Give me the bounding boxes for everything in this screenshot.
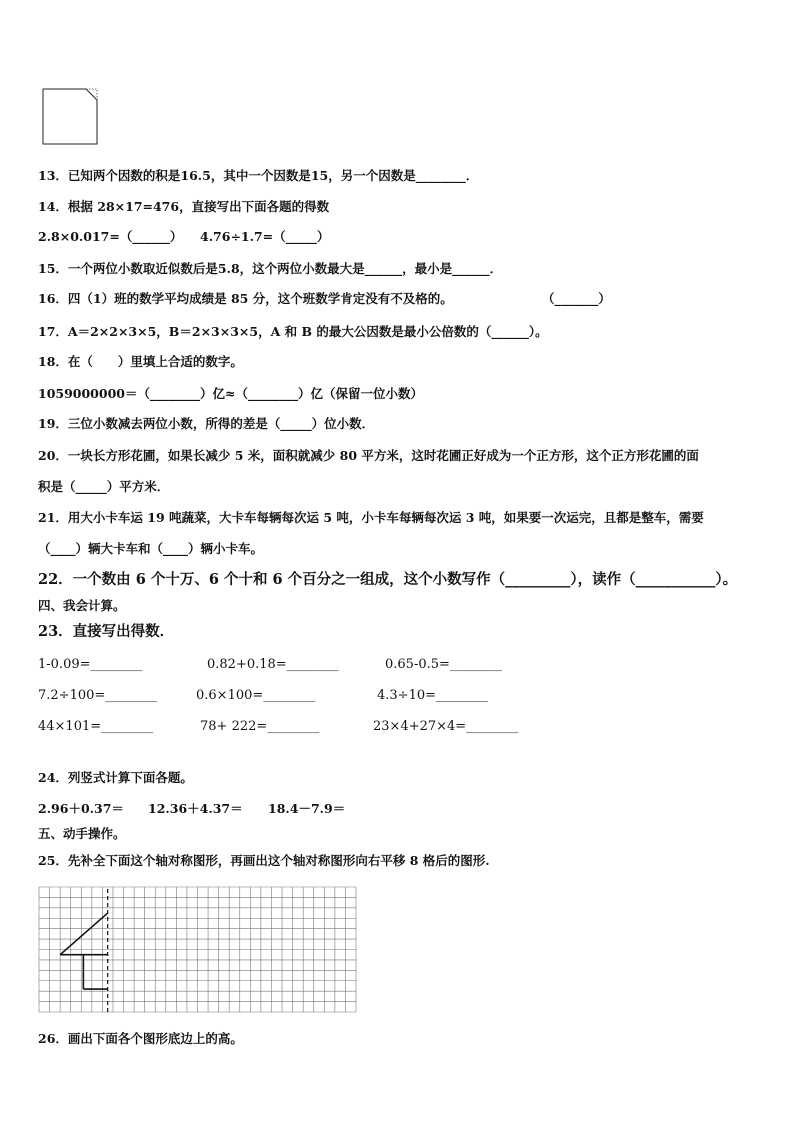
question-16-blank: （_______）	[542, 291, 611, 306]
calc-2-2: 0.6×100=________	[196, 688, 316, 703]
question-16: 16．四（1）班的数学平均成绩是 85 分，这个班数学肯定没有不及格的。	[38, 291, 453, 306]
calc-3-3: 23×4+27×4=________	[373, 719, 519, 734]
vertical-calc-2: 12.36＋4.37＝	[148, 801, 243, 816]
question-22: 22．一个数由 6 个十万、6 个十和 6 个百分之一组成，这个小数写作（_________），读作（___________）。	[38, 571, 738, 588]
figure-segment	[60, 913, 108, 955]
question-21-line-2: （____）辆大卡车和（____）辆小卡车。	[38, 541, 264, 556]
question-25: 25．先补全下面这个轴对称图形，再画出这个轴对称图形向右平移 8 格后的图形.	[38, 853, 490, 868]
question-14-a: 2.8×0.017=（______）	[38, 229, 183, 244]
question-20-line-2: 积是（_____）平方米．	[38, 479, 170, 494]
calc-2-1: 7.2÷100=________	[38, 688, 158, 703]
question-13: 13．已知两个因数的积是16.5，其中一个因数是15，另一个因数是________．	[38, 168, 479, 183]
question-14: 14．根据 28×17=476，直接写出下面各题的得数	[38, 199, 330, 214]
calc-2-3: 4.3÷10=________	[377, 688, 489, 703]
question-23: 23．直接写出得数．	[38, 623, 175, 640]
calc-3-2: 78+ 222=________	[200, 719, 320, 734]
calc-3-1: 44×101=________	[38, 719, 154, 734]
calc-1-2: 0.82+0.18=________	[207, 657, 339, 672]
calc-1-3: 0.65-0.5=________	[385, 657, 502, 672]
question-15: 15．一个两位小数取近似数后是5.8，这个两位小数最大是______，最小是______．	[38, 261, 503, 276]
vertical-calc-1: 2.96＋0.37＝	[38, 801, 124, 816]
question-17: 17．A＝2×2×3×5，B＝2×3×3×5，A 和 B 的最大公因数是最小公倍数的（______）。	[38, 324, 548, 339]
question-18-line: 1059000000＝（________）亿≈（________）亿（保留一位小数）	[38, 386, 423, 401]
question-14-b: 4.76÷1.7=（_____）	[200, 229, 330, 244]
section-4-heading: 四、我会计算。	[38, 598, 126, 613]
question-18: 18．在（ ）里填上合适的数字。	[38, 354, 243, 369]
calc-1-1: 1-0.09=________	[38, 657, 143, 672]
question-19: 19．三位小数减去两位小数，所得的差是（_____）位小数．	[38, 416, 375, 431]
vertical-calc-3: 18.4－7.9＝	[268, 801, 346, 816]
question-26: 26．画出下面各个图形底边上的高。	[38, 1031, 243, 1046]
question-21-line-1: 21．用大小卡车运 19 吨蔬菜，大卡车每辆每次运 5 吨，小卡车每辆每次运 3 吨，如果要一次运完，且都是整车，需要	[38, 510, 704, 525]
question-20-line-1: 20．一块长方形花圃，如果长减少 5 米，面积就减少 80 平方米，这时花圃正好成为一个正方形，这个正方形花圃的面	[38, 448, 699, 463]
section-5-heading: 五、动手操作。	[38, 826, 126, 841]
grid-figure	[38, 886, 358, 1014]
question-24: 24．列竖式计算下面各题。	[38, 770, 193, 785]
square-figure	[42, 88, 102, 146]
